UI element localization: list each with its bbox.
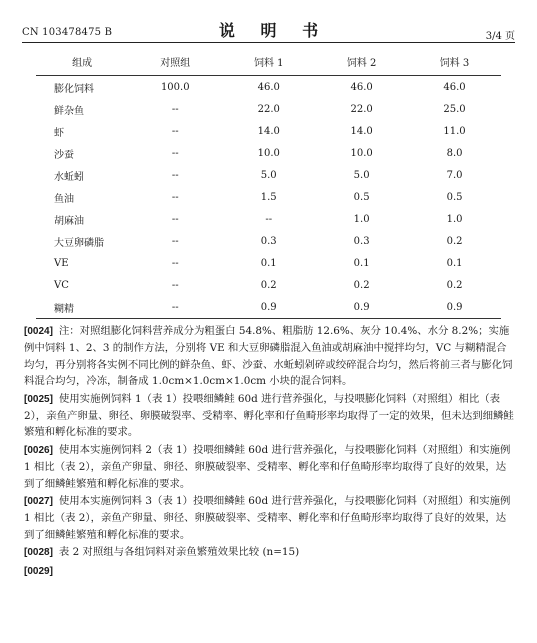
paragraph <box>24 391 514 441</box>
table-cell: 1.0 <box>353 213 370 225</box>
ingredient-name: VC <box>54 279 69 291</box>
table-cell: -- <box>171 125 179 137</box>
table-cell: 0.5 <box>353 191 370 203</box>
table-cell: 25.0 <box>443 103 466 115</box>
ingredient-name: VE <box>54 257 69 269</box>
paragraph <box>24 323 514 390</box>
paragraph-number: [0026] <box>24 444 53 456</box>
table-cell: 10.0 <box>350 147 373 159</box>
table-cell: 0.3 <box>353 235 370 247</box>
patent-number: CN 103478475 B <box>22 27 113 38</box>
ingredient-name: 鲜杂鱼 <box>54 105 84 117</box>
table-cell: 100.0 <box>128 76 222 99</box>
table-cell: -- <box>171 257 179 269</box>
paragraph-number: [0029] <box>24 565 53 577</box>
paragraph-text: 使用本实施例饲料 2（表 1）投喂细鳞鲑 60d 进行营养强化，与投喂膨化饲料（对照组）和实施例 1 相比（表 2），亲鱼产卵量、卵径、卵膜破裂率、受精率、孵化率和仔鱼畸形率均取得了良好的效果，达到了细鳞鲑繁殖和孵化标准的要求。 <box>24 443 511 490</box>
paragraph <box>24 544 514 561</box>
page-header <box>0 0 537 46</box>
ingredient-name: 鱼油 <box>54 193 74 205</box>
header-rule <box>22 42 515 43</box>
table-cell: 46.0 <box>408 76 501 99</box>
table-cell: 5.0 <box>260 169 277 181</box>
table-cell: -- <box>171 213 179 225</box>
table-cell: 46.0 <box>315 76 408 99</box>
ingredient-name: 膨化饲料 <box>36 76 128 99</box>
table-cell: 14.0 <box>350 125 373 137</box>
table-cell: 5.0 <box>353 169 370 181</box>
table-row <box>36 142 501 164</box>
ingredient-name: 胡麻油 <box>54 215 84 227</box>
table-cell: 14.0 <box>257 125 280 137</box>
table-cell: 0.1 <box>446 257 463 269</box>
ingredient-name: 水蚯蚓 <box>54 171 84 183</box>
table-row <box>36 120 501 142</box>
table-row <box>36 76 501 99</box>
paragraph-number: [0028] <box>24 547 53 559</box>
paragraph <box>24 563 514 580</box>
table-header-row <box>36 47 501 76</box>
table-row <box>36 252 501 274</box>
column-header: 饲料 2 <box>346 57 377 69</box>
table-cell: 0.1 <box>260 257 277 269</box>
table-cell: 0.5 <box>446 191 463 203</box>
table-cell: -- <box>171 191 179 203</box>
paragraph <box>24 442 514 492</box>
paragraph-text: 使用实施例饲料 1（表 1）投喂细鳞鲑 60d 进行营养强化，与投喂膨化饲料（对照组）相比（表 2），亲鱼产卵量、卵径、卵膜破裂率、受精率、孵化率和仔鱼畸形率均取得了一定的效果，但未达到细鳞鲑繁殖和孵化标准的要求。 <box>24 392 514 439</box>
paragraph <box>24 493 514 543</box>
table-row <box>36 98 501 120</box>
table-row <box>36 230 501 252</box>
paragraph-text: 注：对照组膨化饲料营养成分为粗蛋白 54.8%、粗脂肪 12.6%、灰分 10.4%、水分 8.2%；实施例中饲料 1、2、3 的制作方法，分别将 VE 和大豆卵磷脂混入鱼油或胡麻油中搅拌均匀，VC 与糊精混合均匀，再分别将各实例不同比例的鲜杂鱼、虾、沙蚕、水蚯蚓剁碎或绞碎混合均匀，然后将前三者与膨化饲料混合均匀，冷冻，制备成 1.0cm×1.0cm×1.0cm 小块的混合饲料。 <box>24 325 513 388</box>
table-cell: 0.3 <box>260 235 277 247</box>
table-cell: 0.9 <box>408 296 501 319</box>
table-row <box>36 164 501 186</box>
table-cell: 8.0 <box>446 147 463 159</box>
table-cell: 0.2 <box>260 279 277 291</box>
table-cell: -- <box>171 103 179 115</box>
table-row <box>36 274 501 296</box>
column-header: 饲料 1 <box>253 57 284 69</box>
table-cell: 0.2 <box>353 279 370 291</box>
column-header: 组成 <box>72 57 93 69</box>
table-cell: 1.5 <box>260 191 277 203</box>
table-cell: 0.1 <box>353 257 370 269</box>
column-header: 对照组 <box>160 57 191 69</box>
table-row <box>36 296 501 319</box>
document-title: 说 明 书 <box>218 21 329 40</box>
table-cell: 0.9 <box>222 296 315 319</box>
paragraph-number: [0024] <box>24 326 53 337</box>
table-cell: 0.2 <box>446 279 463 291</box>
ingredient-name: 沙蚕 <box>54 149 74 161</box>
ingredient-name: 虾 <box>54 127 64 139</box>
composition-table <box>36 47 501 319</box>
paragraph-number: [0025] <box>24 393 53 405</box>
table-cell: 22.0 <box>257 103 280 115</box>
table-cell: -- <box>171 279 179 291</box>
table-cell: 22.0 <box>350 103 373 115</box>
table-cell: -- <box>171 235 179 247</box>
paragraph-text: 使用本实施例饲料 3（表 1）投喂细鳞鲑 60d 进行营养强化，与投喂膨化饲料（对照组）和实施例 1 相比（表 2），亲鱼产卵量、卵径、卵膜破裂率、受精率、孵化率和仔鱼畸形率均取得了良好的效果，达到了细鳞鲑繁殖和孵化标准的要求。 <box>24 495 511 541</box>
page-number: 3/4 页 <box>485 31 515 42</box>
table-cell: 1.0 <box>446 213 463 225</box>
table-cell: 46.0 <box>222 76 315 99</box>
table-cell: -- <box>265 213 273 225</box>
table-cell: 7.0 <box>446 169 463 181</box>
table-row <box>36 208 501 230</box>
paragraph-text: 表 2 对照组与各组饲料对亲鱼繁殖效果比较 (n=15) <box>58 546 300 559</box>
table-cell: 11.0 <box>443 125 466 137</box>
table-cell: -- <box>171 147 179 159</box>
paragraph-number: [0027] <box>24 496 53 508</box>
table-cell: 0.2 <box>446 235 463 247</box>
table-cell: 0.9 <box>315 296 408 319</box>
ingredient-name: 大豆卵磷脂 <box>54 237 104 249</box>
table-body <box>36 76 501 319</box>
description-body <box>24 323 514 581</box>
column-header: 饲料 3 <box>439 57 470 69</box>
ingredient-name: 糊精 <box>36 296 128 319</box>
table-row <box>36 186 501 208</box>
table-cell: -- <box>128 296 222 319</box>
table-cell: -- <box>171 169 179 181</box>
table-cell: 10.0 <box>257 147 280 159</box>
